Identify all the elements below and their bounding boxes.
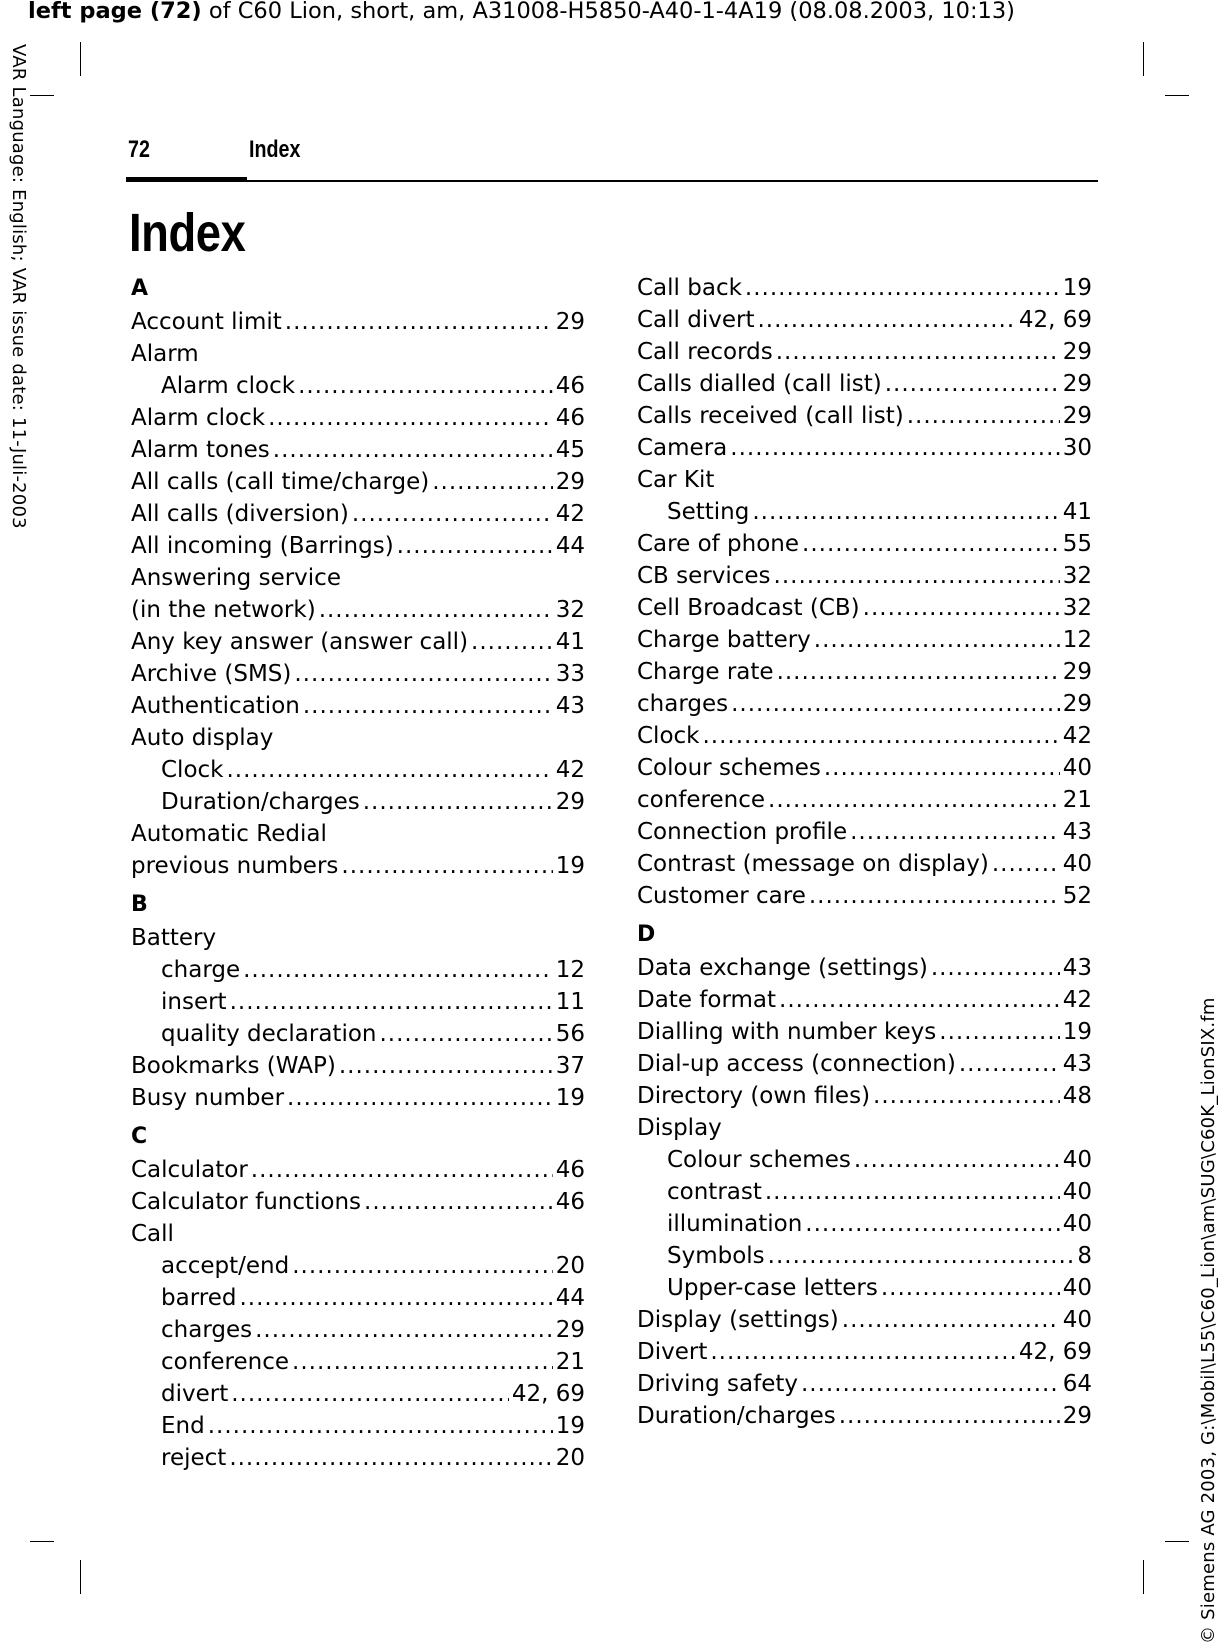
index-entry — [131, 466, 585, 498]
index-entry-label: Authentication — [131, 693, 300, 719]
index-page-ref: 19 — [555, 1085, 585, 1111]
index-subentry — [131, 1018, 585, 1050]
index-page-ref: 32 — [555, 597, 585, 623]
index-entry — [131, 402, 585, 434]
index-entry — [637, 1304, 1092, 1336]
index-page-ref: 45 — [555, 437, 585, 463]
leader-dots — [363, 786, 553, 818]
leader-dots — [352, 498, 553, 530]
index-entry — [637, 1016, 1092, 1048]
index-subentry — [637, 1144, 1092, 1176]
index-entry-label: All calls (diversion) — [131, 501, 349, 527]
index-entry-label: quality declaration — [161, 1021, 377, 1047]
copyright-path-note: © Siemens AG 2003, G:\Mobil\L55\C60_Lion\am\SUG\C60K_LionSIX.fm — [1198, 997, 1219, 1644]
index-group-heading: Alarm — [131, 341, 199, 367]
index-page-ref: 46 — [555, 373, 585, 399]
index-page-ref: 29 — [555, 469, 585, 495]
index-group-heading: Answering service — [131, 565, 341, 591]
index-entry-label: charge — [161, 957, 241, 983]
leader-dots — [881, 1272, 1060, 1304]
index-entry — [637, 720, 1092, 752]
index-page-ref: 29 — [1062, 659, 1092, 685]
leader-dots — [850, 816, 1060, 848]
leader-dots — [959, 1048, 1060, 1080]
index-entry-label: Alarm clock — [131, 405, 266, 431]
crop-mark — [30, 1541, 54, 1542]
index-entry-label: Charge battery — [637, 627, 811, 653]
leader-dots — [757, 304, 1015, 336]
index-page-ref: 21 — [555, 1349, 585, 1375]
index-entry — [131, 306, 585, 338]
index-entry — [637, 560, 1092, 592]
index-page-ref: 30 — [1062, 435, 1092, 461]
index-entry-label: Contrast (message on display) — [637, 851, 989, 877]
index-entry-label: Calculator — [131, 1157, 248, 1183]
leader-dots — [341, 850, 552, 882]
leader-dots — [710, 1336, 1016, 1368]
leader-dots — [298, 370, 553, 402]
leader-dots — [379, 1018, 552, 1050]
index-column-right — [637, 272, 1092, 1432]
index-page-ref: 40 — [1062, 1275, 1092, 1301]
index-page-ref: 29 — [555, 309, 585, 335]
language-issue-note: VAR Language: English; VAR issue date: 11-Juli-2003 — [8, 44, 29, 529]
index-section-letter: A — [131, 276, 149, 301]
leader-dots — [364, 1186, 553, 1218]
index-subentry — [131, 370, 585, 402]
index-subentry — [131, 1346, 585, 1378]
index-page-ref: 20 — [555, 1445, 585, 1471]
index-entry — [131, 1050, 585, 1082]
index-entry — [637, 848, 1092, 880]
index-subentry — [131, 1314, 585, 1346]
leader-dots — [268, 402, 553, 434]
index-page-ref: 29 — [1062, 1403, 1092, 1429]
index-subentry — [131, 1282, 585, 1314]
leader-dots — [230, 986, 553, 1018]
index-entry-label: charges — [161, 1317, 253, 1343]
leader-dots — [854, 1144, 1060, 1176]
index-entry-label: reject — [161, 1445, 227, 1471]
index-entry — [637, 1048, 1092, 1080]
index-page-ref: 8 — [1077, 1243, 1092, 1269]
index-entry-label: Data exchange (settings) — [637, 955, 928, 981]
index-subentry — [131, 1378, 585, 1410]
index-page-ref: 29 — [1062, 691, 1092, 717]
index-page-ref: 29 — [555, 1317, 585, 1343]
leader-dots — [285, 306, 553, 338]
leader-dots — [239, 1282, 552, 1314]
index-page-ref: 42 — [1062, 987, 1092, 1013]
index-entry — [637, 272, 1092, 304]
index-entry-label: Colour schemes — [667, 1147, 851, 1173]
index-page-ref: 21 — [1062, 787, 1092, 813]
index-entry-label: conference — [161, 1349, 290, 1375]
index-entry-label: Display (settings) — [637, 1307, 839, 1333]
leader-dots — [777, 656, 1060, 688]
crop-mark — [80, 42, 81, 76]
index-entry-label: Calculator functions — [131, 1189, 362, 1215]
index-entry-label: Any key answer (answer call) — [131, 629, 469, 655]
page-title: Index — [129, 203, 246, 263]
index-entry — [131, 1082, 585, 1114]
index-page-ref: 44 — [555, 1285, 585, 1311]
leader-dots — [873, 1080, 1060, 1112]
leader-dots — [292, 1346, 553, 1378]
index-entry — [637, 1336, 1092, 1368]
leader-dots — [842, 1304, 1060, 1336]
index-entry-label: Alarm tones — [131, 437, 270, 463]
index-section-letter: D — [637, 922, 656, 947]
leader-dots — [885, 368, 1060, 400]
print-header — [28, 0, 1015, 24]
index-page-ref: 19 — [555, 853, 585, 879]
index-page-ref: 42 — [555, 501, 585, 527]
index-entry-label: Clock — [161, 757, 224, 783]
leader-dots — [730, 432, 1059, 464]
index-entry — [131, 1154, 585, 1186]
leader-dots — [752, 496, 1059, 528]
index-page-ref: 40 — [1062, 1179, 1092, 1205]
index-entry — [637, 336, 1092, 368]
index-entry-label: previous numbers — [131, 853, 339, 879]
header-rule-accent — [126, 177, 247, 182]
leader-dots — [432, 466, 552, 498]
leader-dots — [863, 592, 1060, 624]
index-entry — [131, 594, 585, 626]
leader-dots — [303, 690, 553, 722]
index-subentry — [637, 1272, 1092, 1304]
index-entry — [131, 626, 585, 658]
index-page-ref: 41 — [1062, 499, 1092, 525]
index-entry-label: Call records — [637, 339, 773, 365]
leader-dots — [339, 1050, 553, 1082]
index-entry-label: Alarm clock — [161, 373, 296, 399]
index-subentry — [131, 1410, 585, 1442]
index-entry-label: conference — [637, 787, 766, 813]
index-entry — [637, 984, 1092, 1016]
index-page-ref: 19 — [1062, 275, 1092, 301]
index-entry-label: Calls received (call list) — [637, 403, 904, 429]
index-entry — [637, 304, 1092, 336]
index-group-heading: Auto display — [131, 725, 274, 751]
leader-dots — [294, 658, 552, 690]
index-entry-label: Dial-up access (connection) — [637, 1051, 956, 1077]
index-page-ref: 42, 69 — [1018, 307, 1092, 333]
leader-dots — [397, 530, 553, 562]
index-page-ref: 46 — [555, 1157, 585, 1183]
index-entry-label: Cell Broadcast (CB) — [637, 595, 860, 621]
index-entry-label: Camera — [637, 435, 728, 461]
index-page-ref: 48 — [1062, 1083, 1092, 1109]
index-group-heading: Battery — [131, 925, 217, 951]
crop-mark — [1165, 1541, 1189, 1542]
index-section-letter: C — [131, 1124, 148, 1149]
index-entry-label: divert — [161, 1381, 229, 1407]
crop-mark — [1143, 42, 1144, 76]
header-page-number: 72 — [128, 136, 150, 163]
index-entry-label: Archive (SMS) — [131, 661, 292, 687]
index-page-ref: 64 — [1062, 1371, 1092, 1397]
index-entry — [637, 432, 1092, 464]
index-entry-label: Symbols — [667, 1243, 765, 1269]
index-group-heading: Car Kit — [637, 467, 715, 493]
index-entry-label: Account limit — [131, 309, 282, 335]
leader-dots — [809, 880, 1060, 912]
index-subentry — [637, 496, 1092, 528]
index-entry-label: Customer care — [637, 883, 806, 909]
index-entry-label: All calls (call time/charge) — [131, 469, 430, 495]
index-column-left — [131, 272, 585, 1474]
index-page-ref: 29 — [1062, 339, 1092, 365]
side-margin-right — [1196, 886, 1224, 1644]
index-entry — [637, 752, 1092, 784]
index-entry — [131, 658, 585, 690]
index-page-ref: 40 — [1062, 851, 1092, 877]
index-entry-label: Divert — [637, 1339, 708, 1365]
index-page-ref: 52 — [1062, 883, 1092, 909]
index-entry — [637, 816, 1092, 848]
index-entry-label: All incoming (Barrings) — [131, 533, 394, 559]
index-entry-label: Connection profile — [637, 819, 848, 845]
index-section-letter: B — [131, 892, 148, 917]
index-page-ref: 42, 69 — [511, 1381, 585, 1407]
index-subentry — [131, 786, 585, 818]
index-page-ref: 44 — [555, 533, 585, 559]
index-subentry — [131, 986, 585, 1018]
leader-dots — [273, 434, 553, 466]
leader-dots — [231, 1378, 509, 1410]
index-page-ref: 55 — [1062, 531, 1092, 557]
leader-dots — [251, 1154, 553, 1186]
index-subentry — [131, 754, 585, 786]
print-header-info: of C60 Lion, short, am, A31008-H5850-A40-1-4A19 (08.08.2003, 10:13) — [201, 0, 1015, 24]
index-entry — [131, 434, 585, 466]
index-page-ref: 29 — [1062, 371, 1092, 397]
index-entry-label: contrast — [667, 1179, 762, 1205]
leader-dots — [839, 1400, 1060, 1432]
index-entry-label: Setting — [667, 499, 750, 525]
leader-dots — [319, 594, 553, 626]
index-page-ref: 19 — [555, 1413, 585, 1439]
index-entry-label: Upper-case letters — [667, 1275, 878, 1301]
index-page-ref: 11 — [555, 989, 585, 1015]
index-entry-label: accept/end — [161, 1253, 290, 1279]
index-entry-label: Date format — [637, 987, 777, 1013]
leader-dots — [814, 624, 1060, 656]
index-entry — [637, 1368, 1092, 1400]
index-page-ref: 19 — [1062, 1019, 1092, 1045]
index-entry — [131, 530, 585, 562]
leader-dots — [243, 954, 553, 986]
index-page-ref: 29 — [555, 789, 585, 815]
leader-dots — [229, 1442, 552, 1474]
index-entry-label: Call divert — [637, 307, 755, 333]
leader-dots — [731, 688, 1060, 720]
index-page-ref: 56 — [555, 1021, 585, 1047]
index-entry-label: Clock — [637, 723, 700, 749]
index-entry-label: Busy number — [131, 1085, 285, 1111]
leader-dots — [931, 952, 1060, 984]
index-subentry — [637, 1240, 1092, 1272]
leader-dots — [802, 528, 1060, 560]
index-entry-label: charges — [637, 691, 729, 717]
index-entry-label: Bookmarks (WAP) — [131, 1053, 336, 1079]
index-entry — [637, 368, 1092, 400]
leader-dots — [768, 784, 1060, 816]
index-entry-label: Dialling with number keys — [637, 1019, 937, 1045]
leader-dots — [907, 400, 1060, 432]
index-entry — [637, 528, 1092, 560]
index-entry-label: insert — [161, 989, 227, 1015]
index-entry-label: End — [161, 1413, 205, 1439]
index-entry-label: Care of phone — [637, 531, 800, 557]
index-page-ref: 46 — [555, 405, 585, 431]
crop-mark — [80, 1560, 81, 1594]
index-entry-label: barred — [161, 1285, 237, 1311]
index-entry-label: Driving safety — [637, 1371, 798, 1397]
index-page-ref: 12 — [555, 957, 585, 983]
index-entry — [637, 592, 1092, 624]
index-entry — [637, 1080, 1092, 1112]
index-entry — [637, 784, 1092, 816]
header-title: Index — [249, 136, 301, 163]
index-group-heading: Call — [131, 1221, 174, 1247]
index-page-ref: 32 — [1062, 595, 1092, 621]
index-page-ref: 40 — [1062, 755, 1092, 781]
index-entry-label: (in the network) — [131, 597, 316, 623]
index-subentry — [131, 1250, 585, 1282]
index-entry — [637, 656, 1092, 688]
index-subentry — [637, 1176, 1092, 1208]
index-entry-label: Call back — [637, 275, 742, 301]
index-subentry — [131, 954, 585, 986]
index-entry-label: Duration/charges — [161, 789, 360, 815]
leader-dots — [703, 720, 1060, 752]
index-page-ref: 43 — [1062, 819, 1092, 845]
index-page-ref: 32 — [1062, 563, 1092, 589]
leader-dots — [292, 1250, 552, 1282]
crop-mark — [30, 95, 54, 96]
index-entry-label: Duration/charges — [637, 1403, 836, 1429]
index-entry — [637, 400, 1092, 432]
leader-dots — [805, 1208, 1059, 1240]
leader-dots — [939, 1016, 1059, 1048]
leader-dots — [992, 848, 1060, 880]
leader-dots — [768, 1240, 1075, 1272]
header-rule — [126, 180, 1098, 182]
index-page-ref: 43 — [555, 693, 585, 719]
index-page-ref: 43 — [1062, 955, 1092, 981]
leader-dots — [774, 560, 1060, 592]
index-page-ref: 46 — [555, 1189, 585, 1215]
index-page-ref: 29 — [1062, 403, 1092, 429]
index-entry-label: Directory (own files) — [637, 1083, 871, 1109]
crop-mark — [1165, 95, 1189, 96]
index-group-heading: Automatic Redial — [131, 821, 327, 847]
index-entry-label: Colour schemes — [637, 755, 821, 781]
index-page-ref: 41 — [555, 629, 585, 655]
index-group-heading: Display — [637, 1115, 722, 1141]
leader-dots — [824, 752, 1060, 784]
index-entry — [131, 1186, 585, 1218]
index-page-ref: 42 — [555, 757, 585, 783]
index-page-ref: 43 — [1062, 1051, 1092, 1077]
index-page-ref: 40 — [1062, 1147, 1092, 1173]
index-entry-label: illumination — [667, 1211, 803, 1237]
index-subentry — [131, 1442, 585, 1474]
leader-dots — [776, 336, 1060, 368]
index-entry — [131, 850, 585, 882]
print-header-page: left page (72) — [28, 0, 202, 24]
index-entry — [131, 498, 585, 530]
leader-dots — [765, 1176, 1060, 1208]
side-margin-left — [1, 44, 29, 624]
index-entry — [637, 880, 1092, 912]
index-entry — [637, 688, 1092, 720]
leader-dots — [287, 1082, 553, 1114]
index-page-ref: 20 — [555, 1253, 585, 1279]
leader-dots — [471, 626, 553, 658]
leader-dots — [801, 1368, 1060, 1400]
index-entry — [131, 690, 585, 722]
crop-mark — [1143, 1560, 1144, 1594]
index-entry-label: Calls dialled (call list) — [637, 371, 882, 397]
leader-dots — [745, 272, 1060, 304]
index-page-ref: 42, 69 — [1018, 1339, 1092, 1365]
index-page-ref: 40 — [1062, 1307, 1092, 1333]
index-entry — [637, 952, 1092, 984]
index-entry-label: CB services — [637, 563, 771, 589]
index-page-ref: 40 — [1062, 1211, 1092, 1237]
index-page-ref: 33 — [555, 661, 585, 687]
leader-dots — [208, 1410, 553, 1442]
index-entry — [637, 1400, 1092, 1432]
index-entry — [637, 624, 1092, 656]
leader-dots — [227, 754, 553, 786]
leader-dots — [255, 1314, 553, 1346]
leader-dots — [779, 984, 1060, 1016]
index-page-ref: 42 — [1062, 723, 1092, 749]
index-page-ref: 37 — [555, 1053, 585, 1079]
index-entry-label: Charge rate — [637, 659, 774, 685]
index-page-ref: 12 — [1062, 627, 1092, 653]
index-subentry — [637, 1208, 1092, 1240]
